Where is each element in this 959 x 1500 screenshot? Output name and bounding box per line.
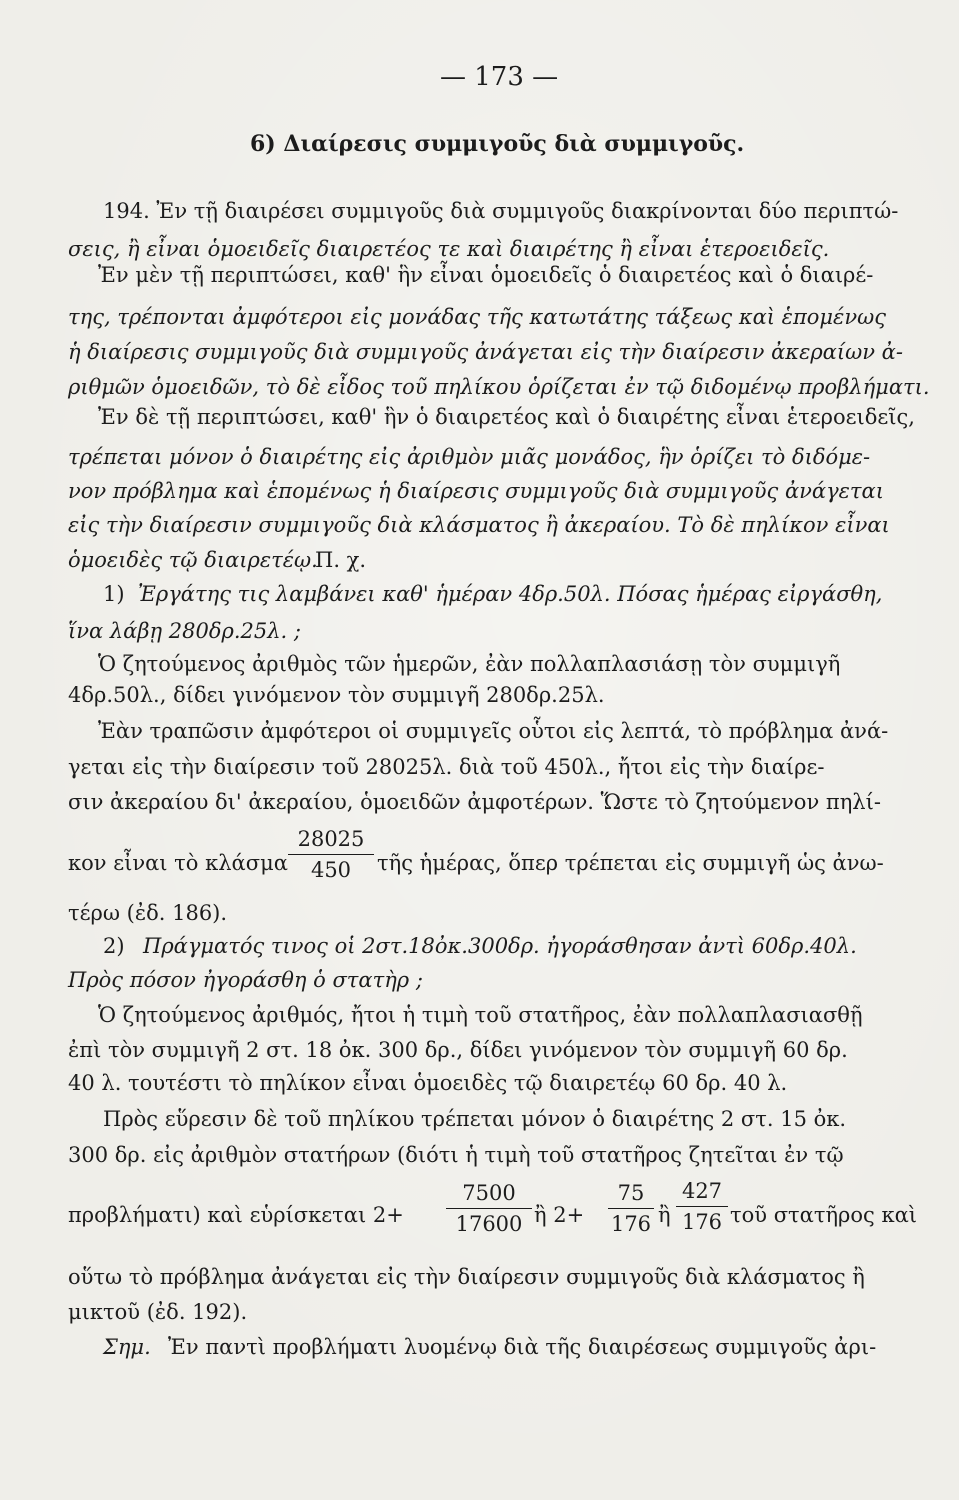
fraction-28025-450: 28025 450 [288, 824, 374, 885]
fraction-7500-17600: 7500 17600 [446, 1178, 532, 1239]
fraction-427-176: 427 176 [676, 1176, 728, 1237]
book-page: — 173 — 6) Διαίρεσις συμμιγοῦς διὰ συμμιγοῦς. 194. Ἐν τῇ διαιρέσει συμμιγοῦς διὰ συμμιγοῦς διακρίνονται δύο περιπτώ- σεις, ἢ εἶναι ὁμοειδεῖς διαιρετέος τε καὶ διαιρέτης ἢ εἶναι ἑτεροειδεῖς. Ἐν μὲν τῇ περιπτώσει, καθ' ἣν εἶναι ὁμοειδεῖς ὁ διαιρετέος καὶ ὁ διαιρέ- της, τρέπονται ἀμφότεροι εἰς μονάδας τῆς κατωτάτης τάξεως καὶ ἑπομένως ἡ διαίρεσις συμμιγοῦς διὰ συμμιγοῦς ἀνάγεται εἰς τὴν διαίρεσιν ἀκεραίων ἀ- ριθμῶν ὁμοειδῶν, τὸ δὲ εἶδος τοῦ πηλίκου ὁρίζεται ἐν τῷ διδομένῳ προβλήματι. Ἐν δὲ τῇ περιπτώσει, καθ' ἣν ὁ διαιρετέος καὶ ὁ διαιρέτης εἶναι ἑτεροειδεῖς, τρέπεται μόνον ὁ διαιρέτης εἰς ἀριθμὸν μιᾶς μονάδος, ἣν ὁρίζει τὸ διδόμε- νον πρόβλημα καὶ ἑπομένως ἡ διαίρεσις συμμιγοῦς διὰ συμμιγοῦς ἀνάγεται εἰς τὴν διαίρεσιν συμμιγοῦς διὰ κλάσματος ἢ ἀκεραίου. Τὸ δὲ πηλίκον εἶναι ὁμοειδὲς τῷ διαιρετέῳ. Π. χ. 1) Ἐργάτης τις λαμβάνει καθ' ἡμέραν 4δρ.50λ. Πόσας ἡμέρας εἰργάσθη, ἵνα λάβῃ 280δρ.25λ. ; Ὁ ζητούμενος ἀριθμὸς τῶν ἡμερῶν, ἐὰν πολλαπλασιάσῃ τὸν συμμιγῆ 4δρ.50λ., δίδει γινόμενον τὸν συμμιγῆ 280δρ.25λ. Ἐὰν τραπῶσιν ἀμφότεροι οἱ συμμιγεῖς οὗτοι εἰς λεπτά, τὸ πρόβλημα ἀνά- γεται εἰς τὴν διαίρεσιν τοῦ 28025λ. διὰ τοῦ 450λ., ἤτοι εἰς τὴν διαίρε- σιν ἀκεραίου δι' ἀκεραίου, ὁμοειδῶν ἀμφοτέρων. Ὥστε τὸ ζητούμενον πηλί- κον εἶναι τὸ κλάσμα τῆς ἡμέρας, ὅπερ τρέπεται εἰς συμμιγῆ ὡς ἀνω- 28025 450 τέρω (ἐδ. 186). 2) Πράγματός τινος οἱ 2στ.18ὀκ.300δρ. ἠγοράσθησαν ἀντὶ 60δρ.40λ. Πρὸς πόσον ἠγοράσθη ὁ στατὴρ ; Ὁ ζητούμενος ἀριθμός, ἤτοι ἡ τιμὴ τοῦ στατῆρος, ἐὰν πολλαπλασιασθῇ ἐπὶ τὸν συμμιγῆ 2 στ. 18 ὀκ. 300 δρ., δίδει γινόμενον τὸν συμμιγῆ 60 δρ. 40 λ. τουτέστι τὸ πηλίκον εἶναι ὁμοειδὲς τῷ διαιρετέῳ 60 δρ. 40 λ. Πρὸς εὕρεσιν δὲ τοῦ πηλίκου τρέπεται μόνον ὁ διαιρέτης 2 στ. 15 ὀκ. 300 δρ. εἰς ἀριθμὸν στατήρων (διότι ἡ τιμὴ τοῦ στατῆρος ζητεῖται ἐν τῷ προβλήματι) καὶ εὑρίσκεται 2+ ἢ 2+ ἢ τοῦ στατῆρος καὶ 7500 17600 75 176 427 176 οὕτω τὸ πρόβλημα ἀνάγεται εἰς τὴν διαίρεσιν συμμιγοῦς διὰ κλάσματος ἢ μικτοῦ (ἐδ. 192). Σημ. Ἐν παντὶ προβλήματι λυομένῳ διὰ τῆς διαιρέσεως συμμιγοῦς ἀρι- [0, 0, 959, 1500]
fraction-75-176: 75 176 [608, 1178, 654, 1239]
